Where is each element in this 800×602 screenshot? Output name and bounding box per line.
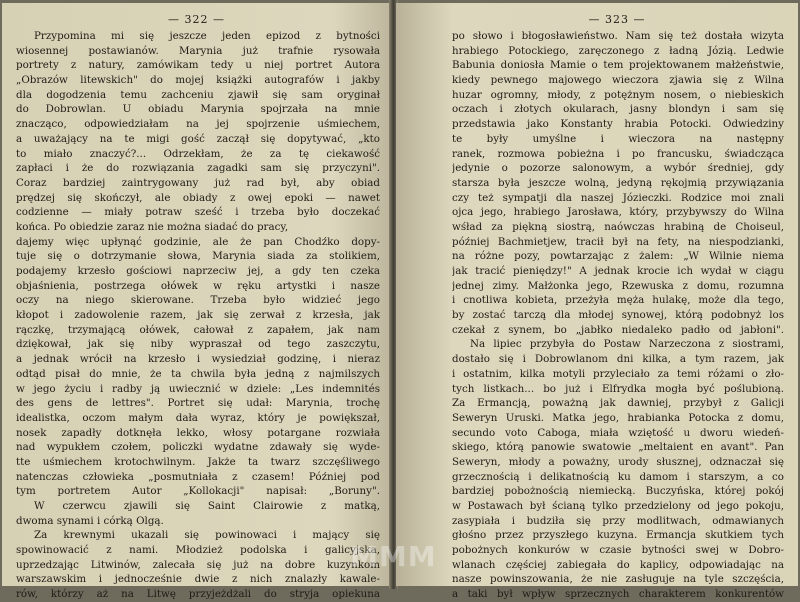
text-line: dostało się i Dobrowlanom dni kilka, a tym razem, jak — [452, 353, 784, 366]
text-line: des gens de lettres". Portret się udał: Marynia, trochę — [16, 397, 380, 410]
text-line: wiosennej postawianów. Marynia już trafnie rysowała — [16, 44, 380, 57]
text-line: Za Ermancją, poważną jak dawniej, przybył z Galicji — [452, 397, 784, 410]
text-line: podajemy krzesło gościowi naprzeciw jej, a gdy ten czeka — [16, 265, 380, 277]
text-line: spowinowacić z nami. Młodzież podolska i galicyjska, — [16, 544, 380, 557]
text-line: grzecznością i delikatnością ku damom i starszym, a co — [452, 470, 784, 483]
text-line: „Obrazów litewskich" do mojej książki autografów i jakby — [16, 74, 380, 87]
text-line: w jego życiu i radby ją uwiecznić w dziele: „Les indemnités — [16, 382, 380, 395]
text-line: pobożnych konkurów w czasie bytności swej w Dobro- — [452, 544, 784, 557]
text-line: dziękował, jak się niby wypraszał od tego zaszczytu, — [16, 338, 380, 351]
text-line: ranek, rozmowa pobieżna i po francusku, świadcząca — [452, 147, 784, 160]
text-line: objaśnienia, postrzega ołówek w ręku artystki i nasze — [16, 279, 380, 292]
text-line: Na lipiec przybyła do Postaw Narzeczona z siostrami, — [470, 338, 784, 351]
text-line: to miało znaczyć?... Odrzekłam, że za tę ciekawość — [16, 147, 380, 160]
text-line: by zostać tarczą dla młodej synowej, którą podobnyż los — [452, 309, 784, 322]
text-line: dla dogodzenia temu zachceniu zjawił się sam oryginał — [16, 88, 380, 101]
text-line: Seweryn Uruski. Matka jego, hrabianka Potocka z domu, — [452, 411, 784, 424]
text-line: kłopot i zadowolenie razem, jak się zerwał z krzesła, jak — [16, 309, 380, 322]
watermark: MMM — [350, 540, 437, 573]
text-line: i ostatnim, kilka motyli przyleciało za temi różami o zło- — [452, 367, 784, 380]
text-line: Za krewnymi ukazali się powinowaci i mający się — [34, 529, 380, 542]
text-line: Seweryn, młody a poważny, urody słusznej, odznaczał się — [452, 455, 784, 468]
text-line: nasze powinszowania, że nie zasługuje na tyle szczęścia, — [452, 573, 784, 586]
right-page-number: — 323 — — [588, 13, 646, 26]
text-line: a uważający na te migi gość zaczął się dopytywać, „kto — [16, 132, 380, 145]
left-page-number: — 322 — — [168, 13, 225, 26]
text-line: później Bachmietjew, tracił był na fety, na niespodzianki, — [452, 235, 784, 248]
text-line: po słowo i błogosławieństwo. Nam się też dostała wizyta — [452, 30, 784, 42]
text-line: secundo voto Caboga, miała wziętość u dworu wiedeń- — [452, 426, 784, 439]
text-line: zasypiała i budziła się przy modlitwach, odmawianych — [452, 514, 784, 527]
text-line: tuje się o dotrzymanie słowa, Marynia siada za stolikiem, — [16, 250, 380, 263]
text-line: do Dobrowlan. U obiadu Marynia spojrzała na mnie — [16, 103, 380, 116]
left-page-text — [16, 29, 380, 602]
text-line: starsza była jeszcze wolną, jedyną rękojmią przywiązania — [452, 176, 784, 189]
text-line: skiego, którą panowie swatowie „meltaient en avant". Pan — [452, 441, 784, 454]
text-line: odtąd pisał do mnie, że ta chwila była jedną z najmilszych — [16, 367, 380, 380]
text-line: warszawskim i jednocześnie dwie z nich znalazły kawale- — [16, 573, 380, 586]
text-line: ojca jego, hrabiego Jarosława, który, przybywszy do Wilna — [452, 206, 784, 219]
text-line: oczach i złotych okularach, jasny blondyn i sam się — [452, 103, 784, 116]
text-line: uprzedzając Litwinów, zalecała się już na dobre kuzynkom — [16, 558, 380, 571]
text-line: nad wypukłem czołem, policzki wydatne zdawały się wyde- — [16, 441, 380, 454]
text-line: Przypomina mi się jeszcze jeden epizod z bytności — [34, 30, 380, 42]
right-page — [396, 3, 798, 601]
text-line: a jednak wrócił na krzesło i wysiedział godzinę, i nieraz — [16, 353, 380, 366]
text-line: w Postawach był ścianą tylko przedzielony od jego pokoju, — [452, 500, 784, 512]
text-line: portrety z natury, zamówikam tedy u niej portret Autora — [16, 59, 380, 72]
right-page-text — [452, 29, 784, 602]
text-line: codzienne — miały potraw sześć i trzeba było doczekać — [16, 206, 380, 219]
text-line: jak tracić pieniędzy!" A jednak krocie ich wydał w ciągu — [452, 265, 784, 277]
text-line: końca. Po obiedzie zaraz nie można siadać do pracy, — [16, 220, 289, 233]
text-line: te były umyślne i wieczora na następny — [452, 132, 784, 145]
text-line: wśład za piękną siostrą, naówczas hrabiną de Choiseul, — [452, 220, 784, 233]
text-line: nosek zapadły dotknęła lekko, włosy potargane rozwiała — [16, 426, 380, 439]
text-line: Coraz bardziej zaintrygowany już rad był, aby obiad — [16, 176, 380, 189]
text-line: tte uśmiechem krotochwilnym. Jakże ta twarz szczęśliwego — [16, 455, 380, 468]
text-line: tym portretem Autor „Kollokacji" napisał: „Boruny". — [16, 485, 380, 498]
text-line: i cnotliwa kobieta, przeżyła męża hulakę, może dla tego, — [452, 294, 784, 307]
text-line: oczy na niego skierowane. Trzeba było widzieć jego — [16, 294, 380, 307]
text-line: rów, którzy aż na Litwę przyjeżdżali do stryja opiekuna — [16, 588, 380, 601]
text-line: dwoma synami i córką Olgą. — [16, 514, 164, 527]
text-line: czy też sympatji dla naszej Józieczki. Rodzice moi znali — [452, 191, 784, 204]
text-line: przedstawia jako Konstanty hrabia Potocki. Odwiedziny — [452, 118, 784, 131]
text-line: hrabiego Potockiego, zaręczonego z ładną Józią. Ledwie — [452, 44, 784, 57]
text-line: huzar ogromny, młody, z potężnym nosem, o niebieskich — [452, 88, 784, 101]
text-line: bardziej pobożnością niemiecką. Buczyńska, której pokój — [452, 485, 784, 498]
text-line: prędzej się skończył, ale obiady z owej epoki — nawet — [16, 191, 380, 204]
text-line: rączkę, trzymającą ołówek, całował z zapałem, jak nam — [16, 323, 380, 336]
text-line: zapłaci i że do rozwiązania zagadki sam się przyczyni". — [16, 162, 380, 175]
text-line: jednej zimy. Małżonka jego, Rzewuska z domu, rozumna — [452, 279, 784, 292]
text-line: tych listkach... bo już i Elfrydka mogła być poślubioną. — [452, 382, 784, 395]
text-line: kiedy pewnego majowego wieczora zjawia się z Wilna — [452, 74, 784, 87]
text-line: czekał z synem, bo „jabłko niedaleko padło od jabłoni". — [452, 323, 784, 336]
text-line: głośno przez przyszłego kuzyna. Ermancja skutkiem tych — [452, 529, 784, 542]
text-line: natenczas człowieka „posmutniała z czasem! Później pod — [16, 470, 380, 483]
text-line: znacząco, odpowiedziałam na jej spojrzenie uśmiechem, — [16, 118, 380, 131]
text-line: W czerwcu zjawili się Saint Clairowie z matką, — [34, 500, 380, 512]
left-page — [2, 3, 391, 601]
text-line: dajemy więc upłynąć godzinie, ale że pan Chodźko dopy- — [16, 235, 380, 248]
text-line: a taki był wpływ sprzecznych charakterem konkurentów — [452, 588, 784, 601]
text-line: Babunia doniosła Mamie o tem projektowanem małżeństwie, — [452, 59, 784, 72]
text-line: idealistka, oczom małym dała wyraz, który je powiększał, — [16, 411, 380, 424]
text-line: na różne pozy, powtarzając z żalem: „W Wilnie niema — [452, 250, 784, 263]
text-line: wlanach częściej zabiegała do kaplicy, odpowiadając na — [452, 558, 784, 571]
text-line: jedynie o pozorze salonowym, a wybór średniej, gdy — [452, 162, 784, 175]
